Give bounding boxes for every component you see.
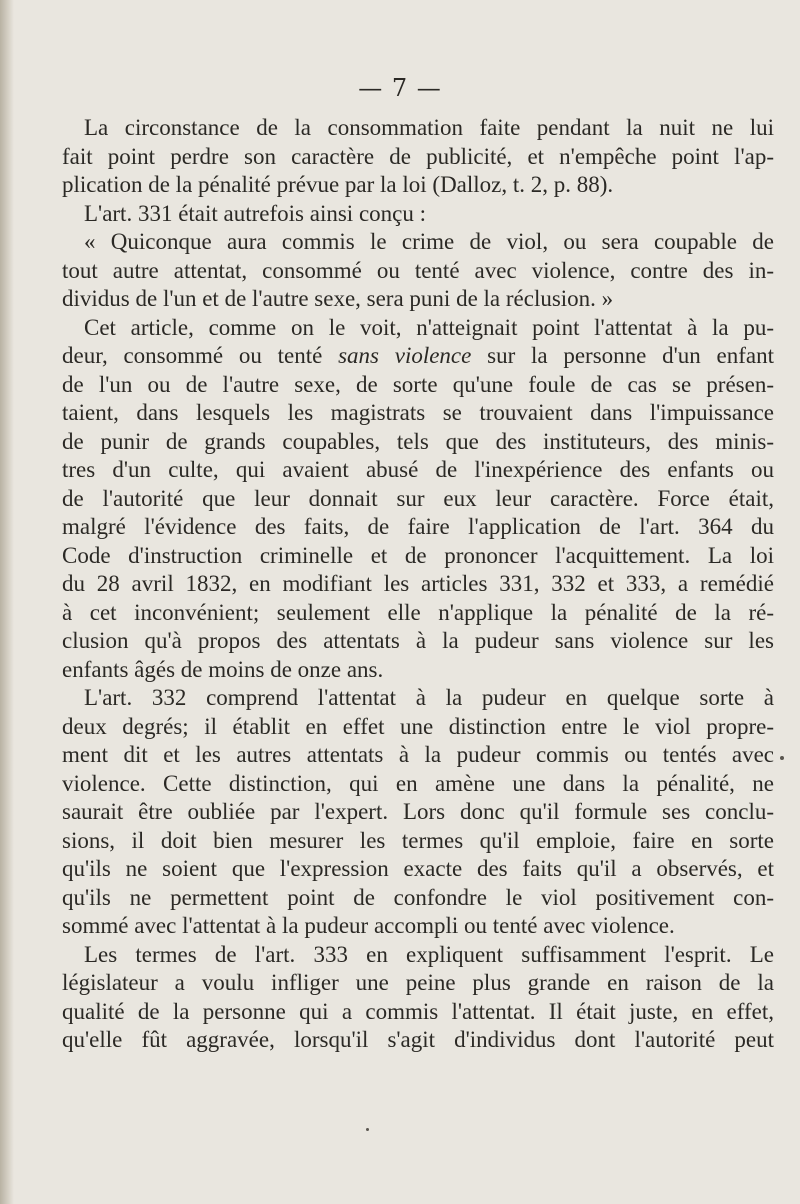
text-line: qu'elle fût aggravée, lorsqu'il s'agit d'individus dont l'autorité peut [62,1027,774,1052]
text-line: malgré l'évidence des faits, de faire l'application de l'art. 364 du [62,514,774,539]
text-line: fait point perdre son caractère de publicité, et n'empêche point l'ap- [62,143,774,169]
text-line: tres d'un culte, qui avaient abusé de l'inexpérience des enfants ou [62,457,774,482]
text-line: du 28 avril 1832, en modifiant les articles 331, 332 et 333, a remédié [62,571,774,596]
text-line: qu'ils ne permettent point de confondre le viol positivement con- [62,884,774,910]
text-line: législateur a voulu infliger une peine plus grande en raison de la [62,970,774,995]
text-line: L'art. 331 était autrefois ainsi conçu : [84,200,427,226]
text-line: clusion qu'à propos des attentats à la pudeur sans violence sur les [62,628,774,653]
paper-speck [780,756,784,760]
text-line: de l'un ou de l'autre sexe, de sorte qu'une foule de cas se présen- [62,371,774,397]
text-line: de punir de grands coupables, tels que des instituteurs, des minis- [62,428,774,454]
text-line: taient, dans lesquels les magistrats se trouvaient dans l'impuissance [62,400,774,425]
text-line: deux degrés; il établit en effet une distinction entre le viol propre- [62,713,774,739]
text-line: L'art. 332 comprend l'attentat à la pudeur en quelque sorte à [84,685,774,710]
text-line: Cet article, comme on le voit, n'atteignait point l'attentat à la pu- [84,314,774,340]
body-text [62,114,774,1055]
text-line: de l'autorité que leur donnait sur eux leur caractère. Force était, [62,485,774,511]
text-line: saurait être oubliée par l'expert. Lors donc qu'il formule ses conclu- [62,799,774,824]
text-line: violence. Cette distinction, qui en amène une dans la pénalité, ne [62,770,774,796]
paper-speck [366,1128,369,1131]
text-line: Code d'instruction criminelle et de prononcer l'acquittement. La loi [62,542,774,568]
text-line: sions, il doit bien mesurer les termes qu'il emploie, faire en sorte [62,827,774,853]
text-line: à cet inconvénient; seulement elle n'applique la pénalité de la ré- [62,599,774,625]
text-line: La circonstance de la consommation faite pendant la nuit ne lui [84,115,774,140]
text-line: plication de la pénalité prévue par la loi (Dalloz, t. 2, p. 88). [62,172,614,197]
text-line: Les termes de l'art. 333 en expliquent suffisamment l'esprit. Le [84,941,774,967]
emphasis-sans-violence: sans violence [338,343,472,368]
text-line-with-emphasis: deur, consommé ou tenté sans violence sur la personne d'un enfant [62,343,774,368]
binding-shadow [0,0,14,1204]
text-line: qu'ils ne soient que l'expression exacte des faits qu'il a observés, et [62,856,774,881]
text-line: qualité de la personne qui a commis l'attentat. Il était juste, en effet, [62,998,774,1024]
quote-line: « Quiconque aura commis le crime de viol, ou sera coupable de [84,229,774,254]
page-number: — 7 — [358,74,442,102]
text-line: sommé avec l'attentat à la pudeur accompli ou tenté avec violence. [62,913,675,938]
quote-line: tout autre attentat, consommé ou tenté avec violence, contre des in- [62,257,774,283]
quote-line: dividus de l'un et de l'autre sexe, sera puni de la réclusion. » [62,286,614,311]
text-line: enfants âgés de moins de onze ans. [62,656,384,682]
text-line: ment dit et les autres attentats à la pudeur commis ou tentés avec [62,742,774,767]
